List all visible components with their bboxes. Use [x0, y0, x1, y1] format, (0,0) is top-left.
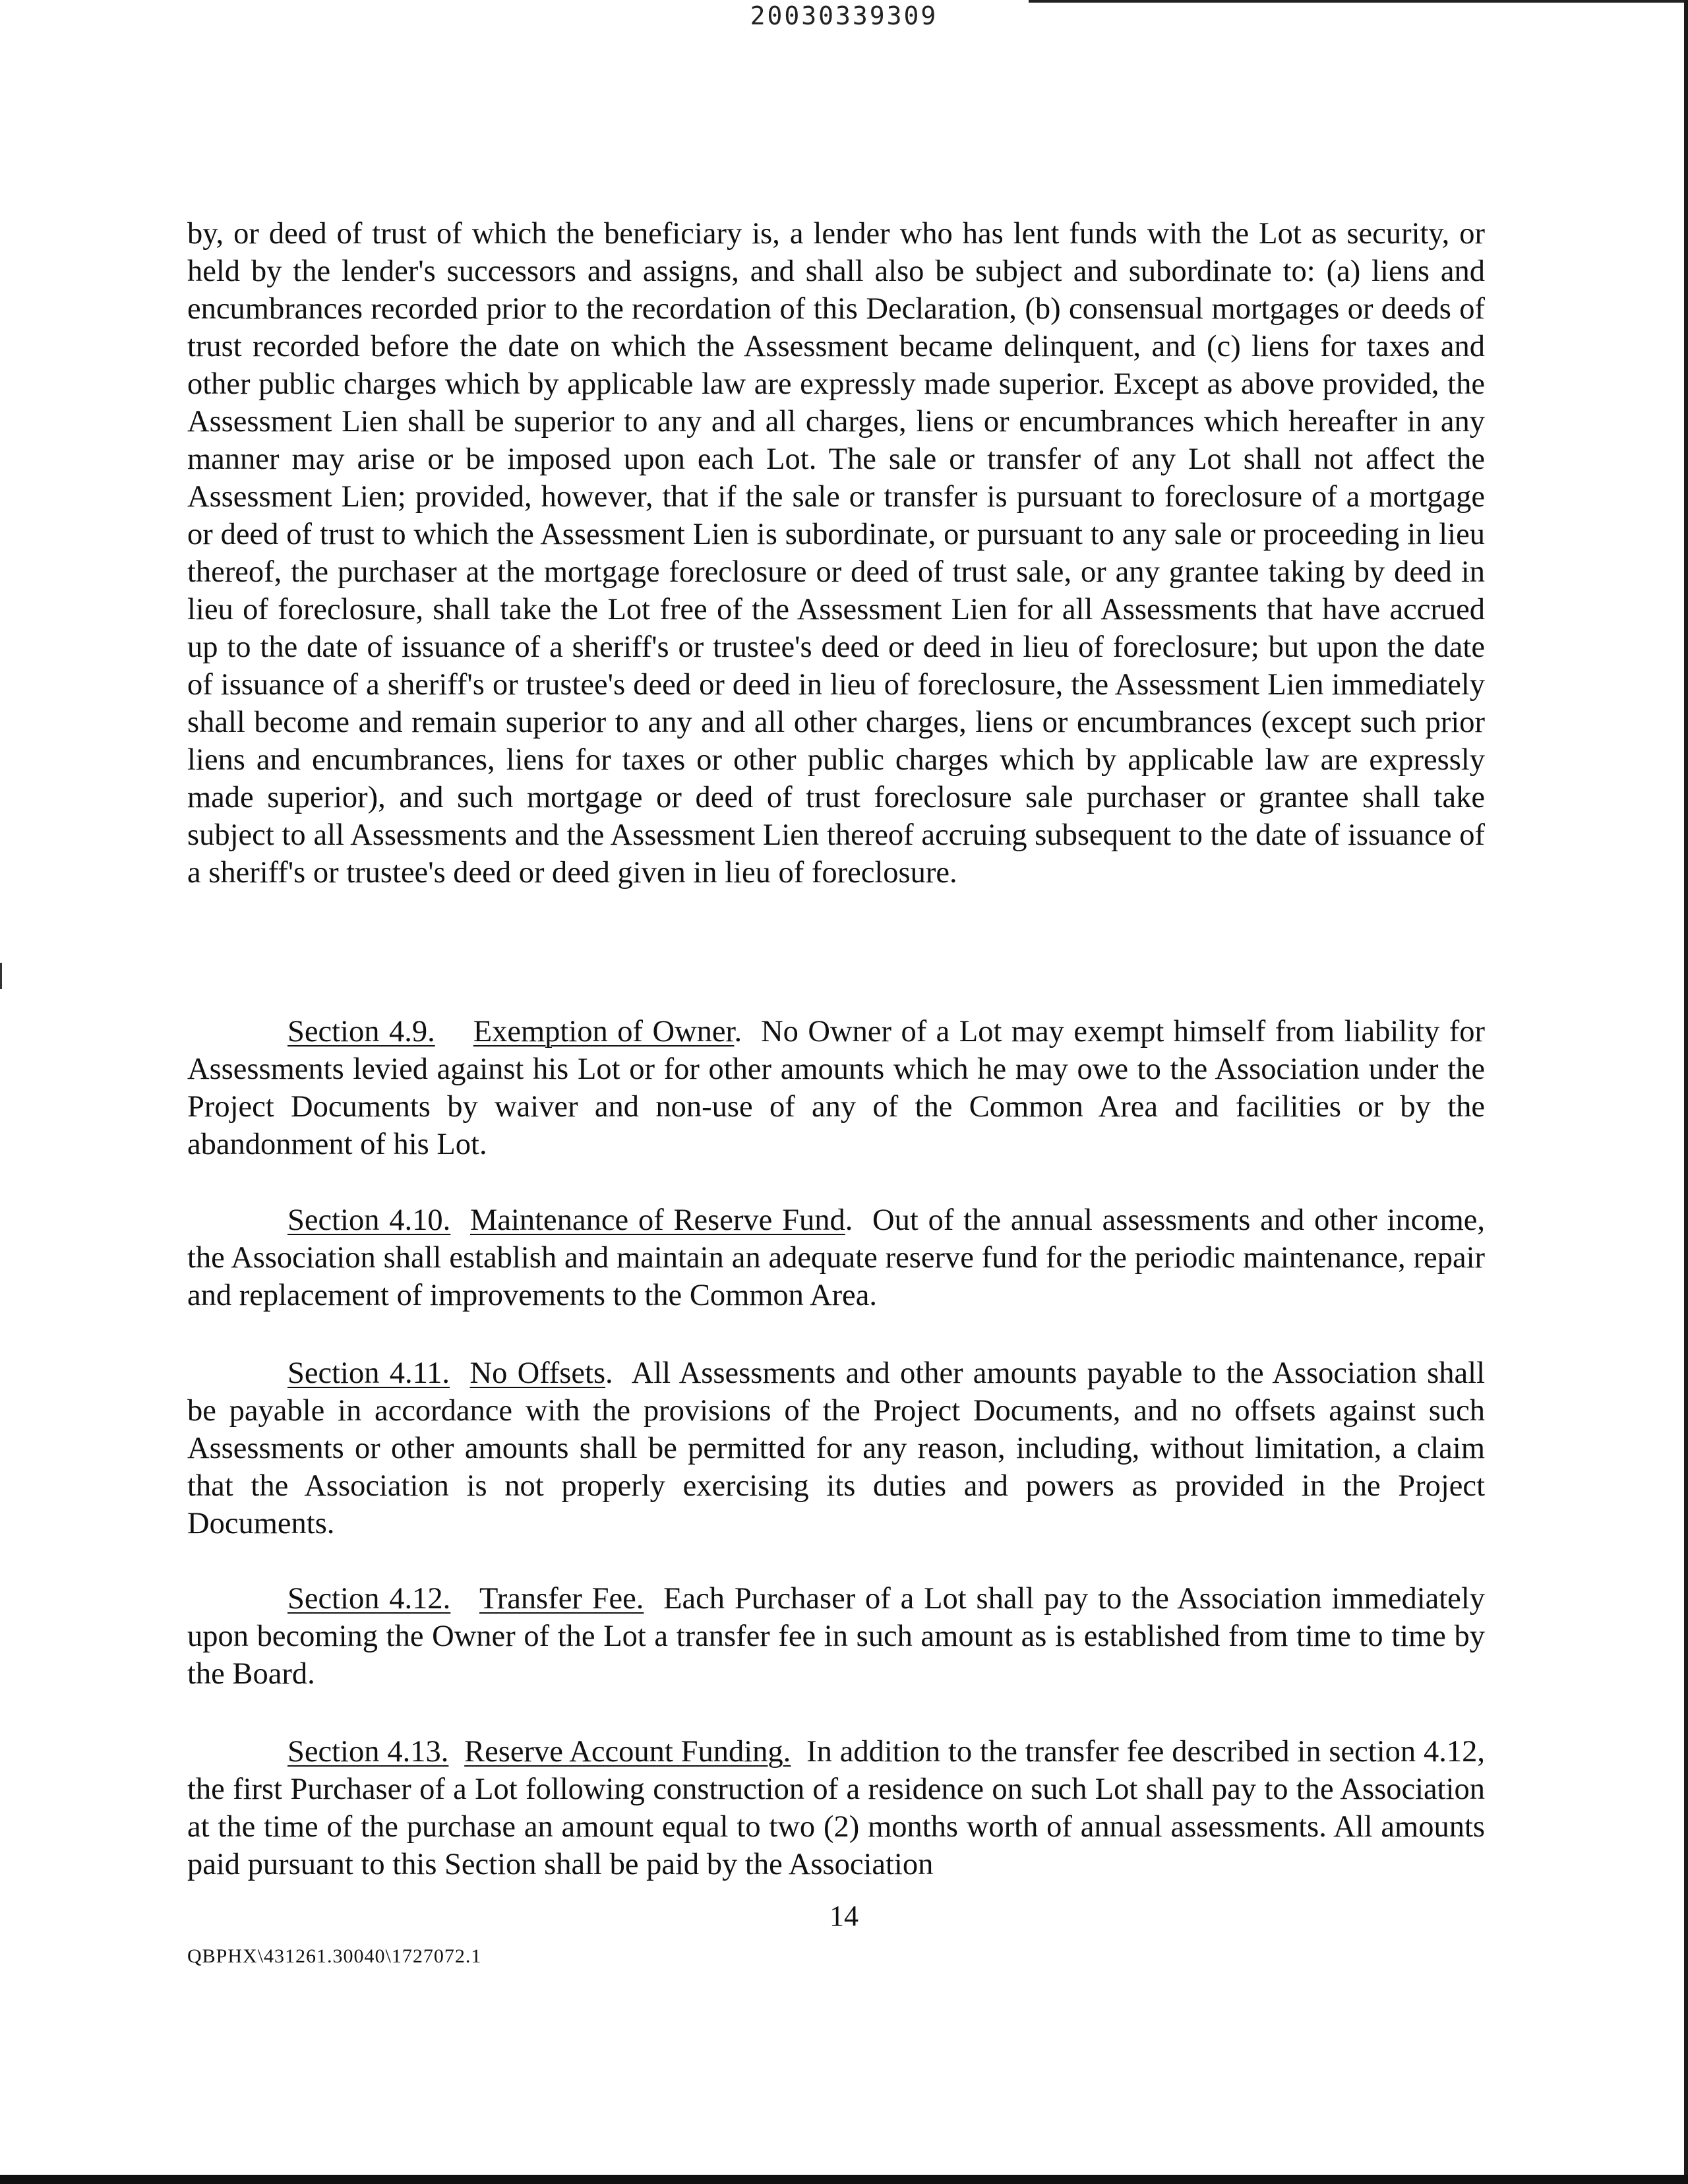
section-paragraph: Section 4.11. No Offsets. All Assessments and other amounts payable to the Association shall be payable in accordance with the provisions of the Project Documents, and no offsets against such Assessments or other amounts shall be permitted for any reason, including, without limitation, a claim that the Association is not properly exercising its duties and powers as provided in the Project Documents.: [187, 1356, 1485, 1540]
section-4-9: [187, 1013, 1485, 1163]
section-text: Each Purchaser of a Lot shall pay to the Association immediately upon becoming the Owner of the Lot a transfer fee in such amount as is established from time to time by the Board.: [187, 1582, 1485, 1691]
section-title: Transfer Fee.: [479, 1582, 644, 1616]
scan-edge-right: [1684, 0, 1688, 2184]
section-text: Out of the annual assessments and other income, the Association shall establish and maintain an adequate reserve fund for the periodic maintenance, repair and replacement of improvements to the Common Area.: [187, 1203, 1486, 1312]
scan-edge-bottom: [0, 2175, 1688, 2184]
section-paragraph: [187, 1580, 1485, 1693]
section-number: Section 4.11.: [287, 1356, 450, 1390]
section-4-11: [187, 1354, 1485, 1542]
section-title: Maintenance of Reserve Fund: [469, 1203, 845, 1237]
section-text: No Owner of a Lot may exempt himself from liability for Assessments levied against his Lot or for other amounts which he may owe to the Association under the Project Documents by waiver and non-use of any of the Common Area and facilities or by the abandonment of his Lot.: [187, 1015, 1486, 1161]
section-title: Reserve Account Funding.: [464, 1735, 791, 1769]
section-number: Section 4.13.: [287, 1735, 449, 1769]
section-text: All Assessments and other amounts payable to the Association shall be payable in accordance with the provisions of the Project Documents, and no offsets against such Assessments or other amounts shall be permitted for any reason, including, without limitation, a claim that the Association is not properly exercising its duties and powers as provided in the Project Documents.: [187, 1356, 1485, 1540]
section-4-10: [187, 1201, 1485, 1314]
section-paragraph: [187, 1733, 1485, 1883]
section-4-12: [187, 1580, 1485, 1693]
section-title: Exemption of Owner: [473, 1015, 735, 1048]
recording-number-stamp: 20030339309: [750, 1, 938, 30]
scan-mark-left: [0, 963, 2, 989]
section-number: Section 4.10.: [287, 1203, 451, 1237]
document-id: QBPHX\431261.30040\1727072.1: [187, 1945, 482, 1967]
section-title: No Offsets: [469, 1356, 606, 1390]
section-text: In addition to the transfer fee described in section 4.12, the first Purchaser of a Lot following construction of a residence on such Lot shall pay to the Association at the time of the purchase an amount equal to two (2) months worth of annual assessments. All amounts paid pursuant to this Section shall be paid by the Association: [187, 1735, 1485, 1881]
section-number: Section 4.12.: [287, 1582, 451, 1616]
section-paragraph: Section 4.9. Exemption of Owner. No Owner of a Lot may exempt himself from liability for Assessments levied against his Lot or for other amounts which he may owe to the Association under the Project Documents by waiver and non-use of any of the Common Area and facilities or by the abandonment of his Lot.: [187, 1015, 1486, 1161]
intro-paragraph: [187, 215, 1485, 892]
section-paragraph: Section 4.10. Maintenance of Reserve Fund. Out of the annual assessments and other income, the Association shall establish and maintain an adequate reserve fund for the periodic maintenance, repair and replacement of improvements to the Common Area.: [187, 1203, 1486, 1312]
section-number: Section 4.9.: [287, 1015, 435, 1048]
page-number: 14: [829, 1900, 859, 1932]
intro-text: by, or deed of trust of which the beneficiary is, a lender who has lent funds with the Lot as security, or held by the lender's successors and assigns, and shall also be subject and subordinate to: (a) liens and encumbrances recorded prior to the recordation of this Declaration, (b) consensual mortgages or deeds of trust recorded before the date on which the Assessment became delinquent, and (c) liens for taxes and other public charges which by applicable law are expressly made superior. Except as above provided, the Assessment Lien shall be superior to any and all charges, liens or encumbrances which hereafter in any manner may arise or be imposed upon each Lot. The sale or transfer of any Lot shall not affect the Assessment Lien; provided, however, that if the sale or transfer is pursuant to foreclosure of a mortgage or deed of trust to which the Assessment Lien is subordinate, or pursuant to any sale or proceeding in lieu thereof, the purchaser at the mortgage foreclosure or deed of trust sale, or any grantee taking by deed in lieu of foreclosure, shall take the Lot free of the Assessment Lien for all Assessments that have accrued up to the date of issuance of a sheriff's or trustee's deed or deed in lieu of foreclosure; but upon the date of issuance of a sheriff's or trustee's deed or deed in lieu of foreclosure, the Assessment Lien immediately shall become and remain superior to any and all other charges, liens or encumbrances (except such prior liens and encumbrances, liens for taxes or other public charges which by applicable law are expressly made superior), and such mortgage or deed of trust foreclosure sale purchaser or grantee shall take subject to all Assessments and the Assessment Lien thereof accruing subsequent to the date of issuance of a sheriff's or trustee's deed or deed given in lieu of foreclosure.: [187, 217, 1485, 890]
section-4-13: [187, 1733, 1485, 1883]
